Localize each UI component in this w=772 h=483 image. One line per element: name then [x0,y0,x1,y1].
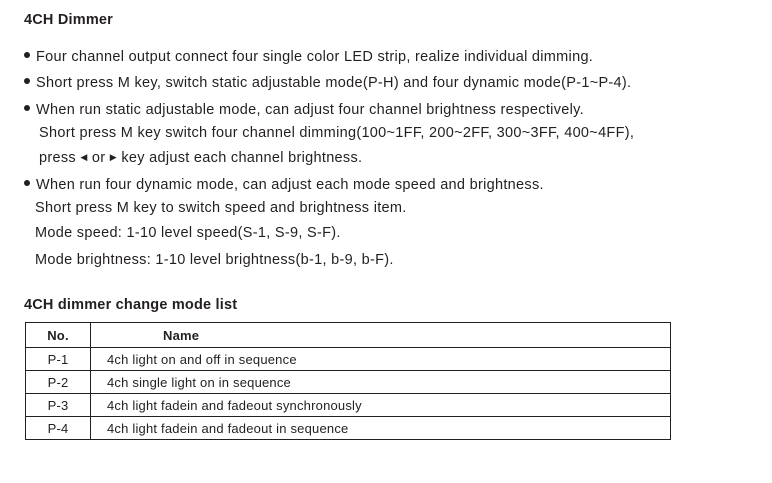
line-text-8: Mode speed: 1-10 level speed(S-1, S-9, S-F). [35,225,341,241]
row-no: P-2 [26,371,91,394]
row-no: P-3 [26,394,91,417]
line-8 [35,225,341,241]
line-text-3: When run static adjustable mode, can adjust four channel brightness respectively. [36,102,584,118]
row-no: P-1 [26,348,91,371]
bullet-line-3 [24,102,584,118]
line-text-5-or: or [91,150,106,166]
line-4 [39,125,634,141]
row-name: 4ch light fadein and fadeout in sequence [91,417,671,440]
header-name: Name [91,323,671,348]
line-text-1: Four channel output connect four single color LED strip, realize individual dimming. [36,49,594,65]
mode-list-table [25,322,671,440]
line-text-6: When run four dynamic mode, can adjust each mode speed and brightness. [36,177,544,193]
line-text-4: Short press M key switch four channel dimming(100~1FF, 200~2FF, 300~3FF, 400~4FF), [39,125,635,141]
bullet-icon [24,78,30,84]
row-name: 4ch light on and off in sequence [91,348,671,371]
line-9 [35,252,394,268]
table-row [26,394,671,417]
bullet-line-6 [24,177,544,193]
table-header-row [26,323,671,348]
header-no: No. [26,323,91,348]
line-text-2: Short press M key, switch static adjustable mode(P-H) and four dynamic mode(P-1~P-4). [36,75,632,91]
bullet-line-2 [24,75,631,91]
line-7 [35,200,407,216]
table-row [26,371,671,394]
row-name: 4ch single light on in sequence [91,371,671,394]
bullet-icon [24,105,30,111]
line-text-7: Short press M key to switch speed and brightness item. [35,200,407,216]
bullet-icon [24,52,30,58]
row-name: 4ch light fadein and fadeout synchronously [91,394,671,417]
line-text-5-post: key adjust each channel brightness. [121,150,363,166]
bullet-line-1 [24,49,593,65]
table-row [26,348,671,371]
row-no: P-4 [26,417,91,440]
left-triangle-icon: ◀ [80,151,88,162]
line-text-9: Mode brightness: 1-10 level brightness(b-1, b-9, b-F). [35,252,394,268]
line-5 [39,150,362,166]
bullet-icon [24,180,30,186]
page-title: 4CH Dimmer [24,12,114,28]
table-title: 4CH dimmer change mode list [24,297,238,313]
line-text-5-pre: press [39,150,76,166]
right-triangle-icon: ▶ [109,151,117,162]
table-row [26,417,671,440]
